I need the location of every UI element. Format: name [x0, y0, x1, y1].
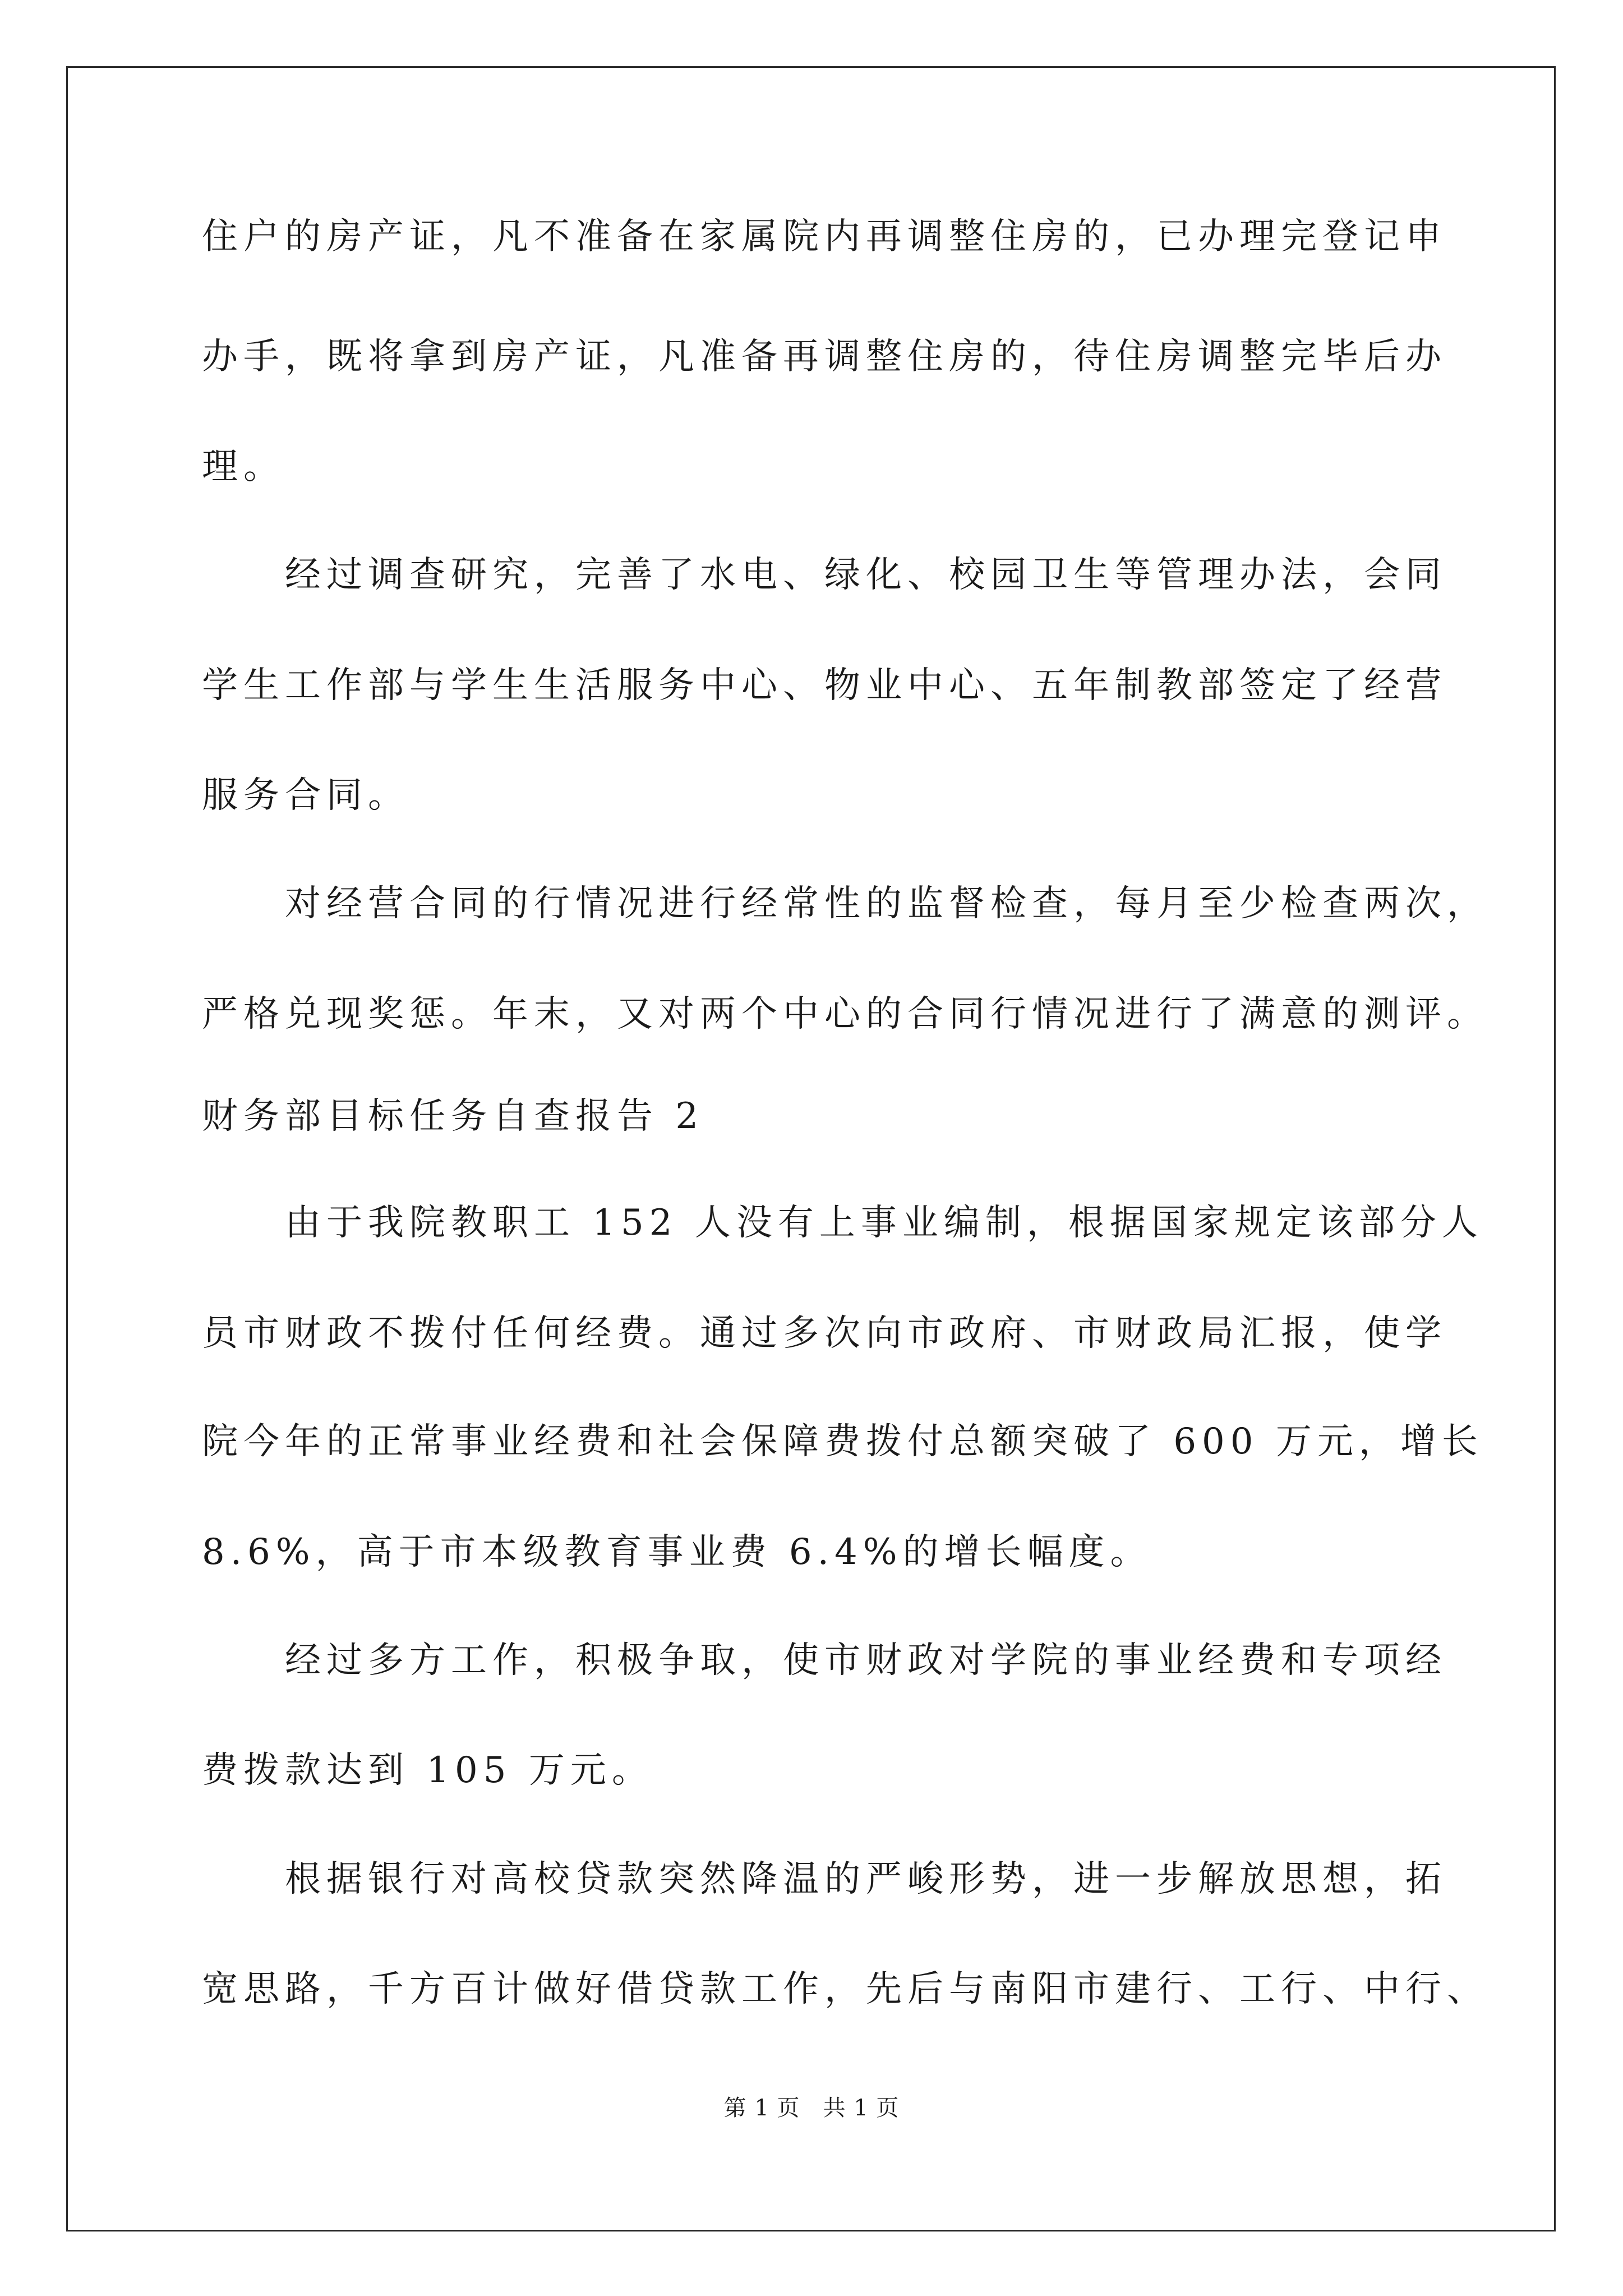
text-line: 8.6%，高于市本级教育事业费 6.4%的增长幅度。	[202, 1531, 1152, 1573]
text-line: 办手，既将拿到房产证，凡准备再调整住房的，待住房调整完毕后办	[202, 336, 1447, 378]
text-line: 经过多方工作，积极争取，使市财政对学院的事业经费和专项经	[202, 1640, 1447, 1681]
page-frame	[66, 66, 1556, 2231]
text-line: 费拨款达到 105 万元。	[202, 1750, 653, 1791]
text-line: 对经营合同的行情况进行经常性的监督检查，每月至少检查两次，	[202, 883, 1488, 924]
page-footer: 第 1 页 共 1 页	[723, 2095, 900, 2121]
text-line: 住户的房产证，凡不准备在家属院内再调整住房的，已办理完登记申	[202, 216, 1447, 257]
section-heading: 财务部目标任务自查报告 2	[202, 1096, 704, 1137]
text-line: 院今年的正常事业经费和社会保障费拨付总额突破了 600 万元，增长	[202, 1421, 1483, 1462]
text-line: 由于我院教职工 152 人没有上事业编制，根据国家规定该部分人	[202, 1202, 1483, 1244]
text-line: 严格兑现奖惩。年末，又对两个中心的合同行情况进行了满意的测评。	[202, 993, 1488, 1035]
text-line: 学生工作部与学生生活服务中心、物业中心、五年制教部签定了经营	[202, 665, 1447, 706]
text-line: 员市财政不拨付任何经费。通过多次向市政府、市财政局汇报，使学	[202, 1313, 1447, 1354]
text-line: 宽思路，千方百计做好借贷款工作，先后与南阳市建行、工行、中行、	[202, 1968, 1488, 2010]
text-line: 根据银行对高校贷款突然降温的严峻形势，进一步解放思想，拓	[202, 1858, 1447, 1900]
text-line: 经过调查研究，完善了水电、绿化、校园卫生等管理办法，会同	[202, 554, 1447, 596]
text-line: 理。	[202, 446, 285, 487]
text-line: 服务合同。	[202, 775, 409, 816]
